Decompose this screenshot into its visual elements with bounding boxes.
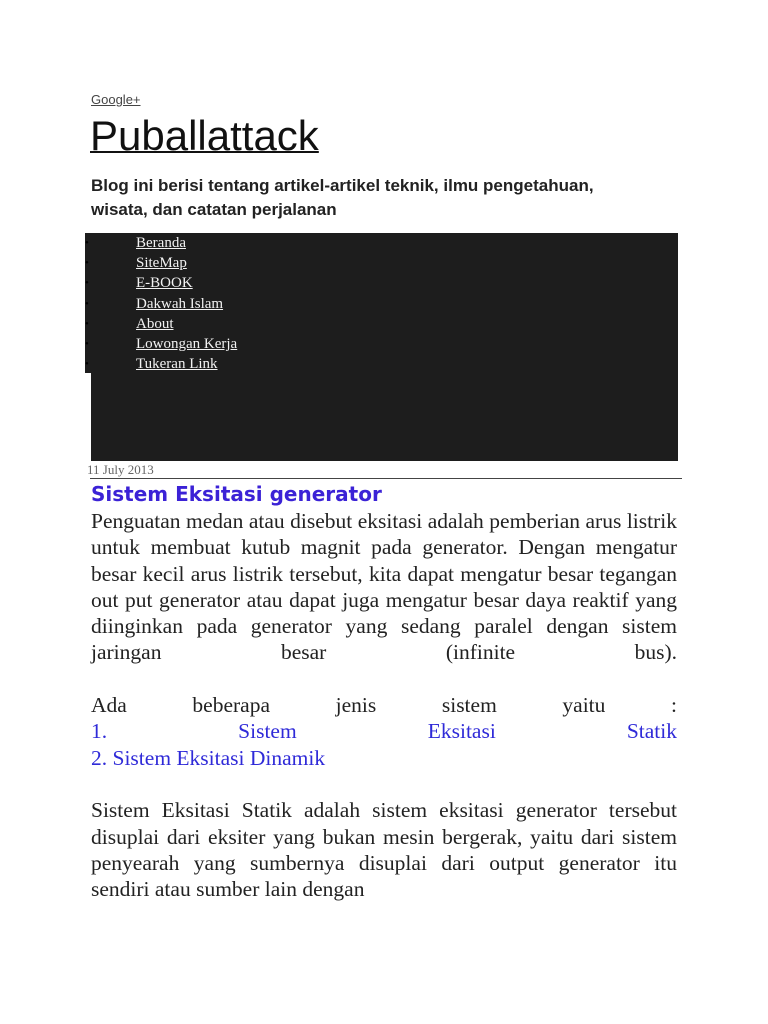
blog-title[interactable]: Puballattack xyxy=(90,112,319,159)
nav-link-tukeran-link[interactable]: Tukeran Link xyxy=(136,356,218,373)
paragraph-gap xyxy=(91,666,677,692)
post-title[interactable]: Sistem Eksitasi generator xyxy=(91,482,382,506)
bullet-icon: • xyxy=(85,337,89,350)
type-link-dynamic[interactable]: 2. Sistem Eksitasi Dinamik xyxy=(91,745,326,770)
nav-link-about[interactable]: About xyxy=(136,315,174,332)
google-plus-link[interactable]: Google+ xyxy=(91,92,141,107)
paragraph-gap xyxy=(91,771,677,797)
bullet-icon: • xyxy=(85,297,89,310)
bullet-icon: • xyxy=(85,358,89,371)
post-paragraph-static: Sistem Eksitasi Statik adalah sistem eksitasi generator tersebut disuplai dari eksiter yang bukan mesin bergerak, yaitu dari sistem penyearah yang sumbernya disuplai dari output generator itu sendiri atau sumber lain dengan xyxy=(91,798,677,902)
bullet-icon: • xyxy=(85,237,89,249)
post-paragraph-intro: Penguatan medan atau disebut eksitasi adalah pemberian arus listrik untuk membuat kutub magnit pada generator. Dengan mengatur besar kecil arus listrik tersebut, kita dapat mengatur besar tegangan out put generator atau dapat juga mengatur besar daya reaktif yang diinginkan pada generator yang sedang paralel dengan sistem jaringan besar (infinite bus). xyxy=(91,509,677,665)
nav-link-lowongan-kerja[interactable]: Lowongan Kerja xyxy=(136,335,238,352)
bullet-icon: • xyxy=(85,257,89,270)
nav-link-sitemap[interactable]: SiteMap xyxy=(136,255,187,272)
post-body xyxy=(91,508,677,902)
divider xyxy=(90,478,682,479)
bullet-icon: • xyxy=(85,277,89,290)
post-date: 11 July 2013 xyxy=(87,462,154,477)
nav-link-dakwah-islam[interactable]: Dakwah Islam xyxy=(136,295,224,312)
nav-link-beranda[interactable]: Beranda xyxy=(136,235,186,251)
type-link-static[interactable]: 1. Sistem Eksitasi Statik xyxy=(91,719,677,744)
bullet-icon: • xyxy=(85,317,89,330)
types-intro: Ada beberapa jenis sistem yaitu : xyxy=(91,693,677,718)
nav-link-ebook[interactable]: E-BOOK xyxy=(136,275,193,292)
blog-description: Blog ini berisi tentang artikel-artikel teknik, ilmu pengetahuan, wisata, dan catatan perjalanan xyxy=(91,176,594,219)
